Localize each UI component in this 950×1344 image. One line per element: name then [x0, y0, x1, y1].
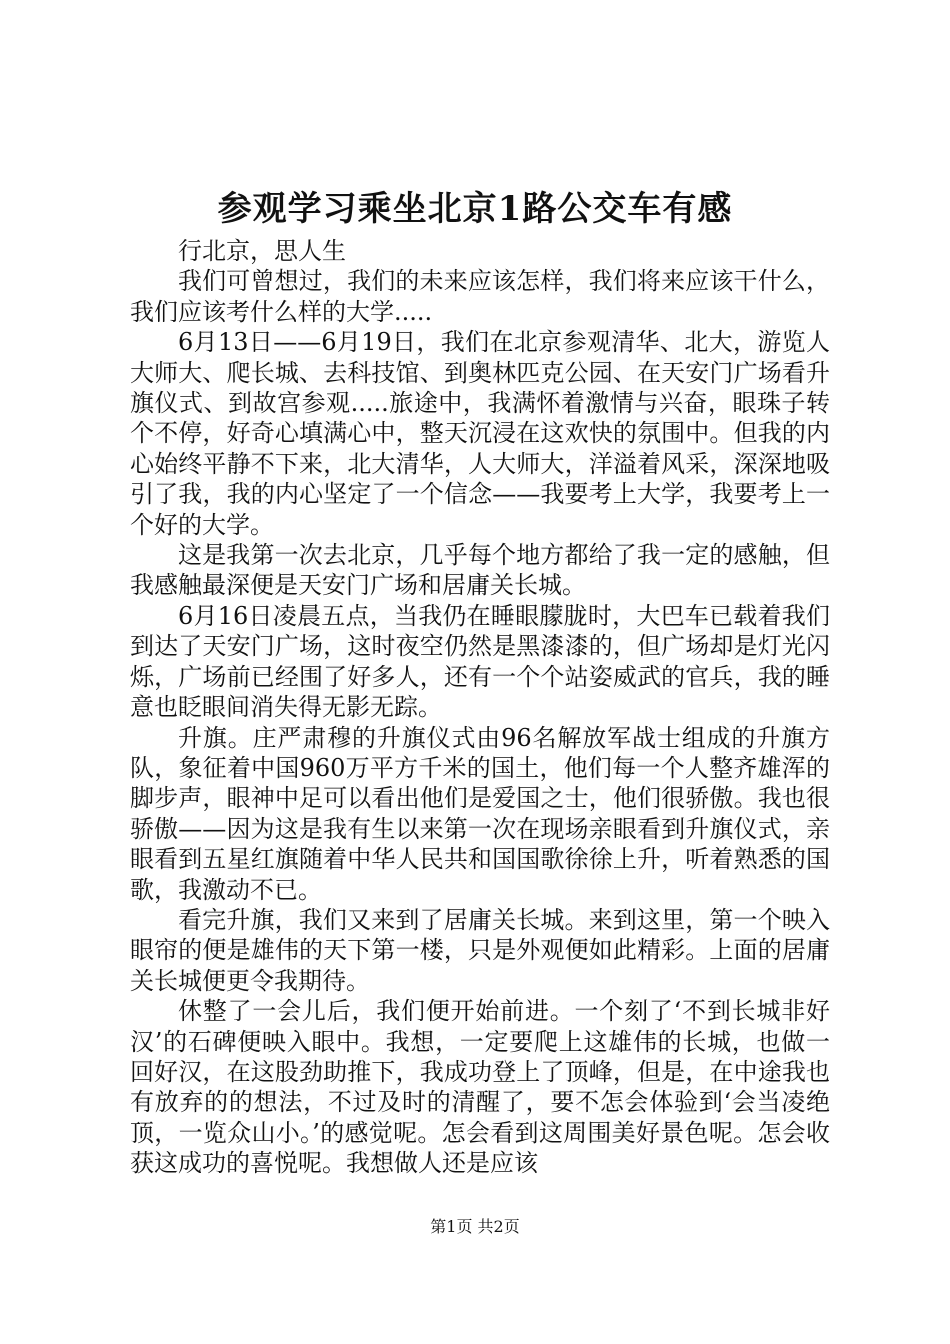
paragraph: 升旗。庄严肃穆的升旗仪式由96名解放军战士组成的升旗方队，象征着中国960万平方千米的国土，他们每一个人整齐雄浑的脚步声，眼神中足可以看出他们是爱国之士，他们很骄傲。我也很骄傲——因为这是我有生以来第一次在现场亲眼看到升旗仪式，亲眼看到五星红旗随着中华人民共和国国歌徐徐上升，听着熟悉的国歌，我激动不已。	[130, 723, 830, 904]
paragraph: 行北京，思人生	[178, 237, 346, 265]
paragraph: 这是我第一次去北京，几乎每个地方都给了我一定的感触，但我感触最深便是天安门广场和居庸关长城。	[130, 541, 830, 600]
paragraph: 6月13日——6月19日，我们在北京参观清华、北大，游览人大师大、爬长城、去科技馆、到奥林匹克公园、在天安门广场看升旗仪式、到故宫参观.....旅途中，我满怀着激情与兴奋，眼珠子转个不停，好奇心填满心中，整天沉浸在这欢快的氛围中。但我的内心始终平静不下来，北大清华，人大师大，洋溢着风采，深深地吸引了我，我的内心坚定了一个信念——我要考上大学，我要考上一个好的大学。	[130, 328, 830, 539]
page-number-footer: 第1页 共2页	[430, 1217, 520, 1236]
document-body	[130, 236, 830, 1179]
paragraph: 6月16日凌晨五点，当我仍在睡眼朦胧时，大巴车已载着我们到达了天安门广场，这时夜空仍然是黑漆漆的，但广场却是灯光闪烁，广场前已经围了好多人，还有一个个站姿威武的官兵，我的睡意也眨眼间消失得无影无踪。	[130, 601, 830, 722]
paragraph: 看完升旗，我们又来到了居庸关长城。来到这里，第一个映入眼帘的便是雄伟的天下第一楼，只是外观便如此精彩。上面的居庸关长城便更令我期待。	[130, 905, 830, 995]
paragraph: 我们可曾想过，我们的未来应该怎样，我们将来应该干什么，我们应该考什么样的大学.....	[130, 267, 830, 326]
paragraph: 休整了一会儿后，我们便开始前进。一个刻了‘不到长城非好汉’的石碑便映入眼中。我想，一定要爬上这雄伟的长城，也做一回好汉，在这股劲助推下，我成功登上了顶峰，但是，在中途我也有放弃的的想法，不过及时的清醒了，要不怎会体验到‘会当凌绝顶，一览众山小。’的感觉呢。怎会看到这周围美好景色呢。怎会收获这成功的喜悦呢。我想做人还是应该	[130, 997, 830, 1178]
document-title: 参观学习乘坐北京1路公交车有感	[217, 189, 733, 229]
